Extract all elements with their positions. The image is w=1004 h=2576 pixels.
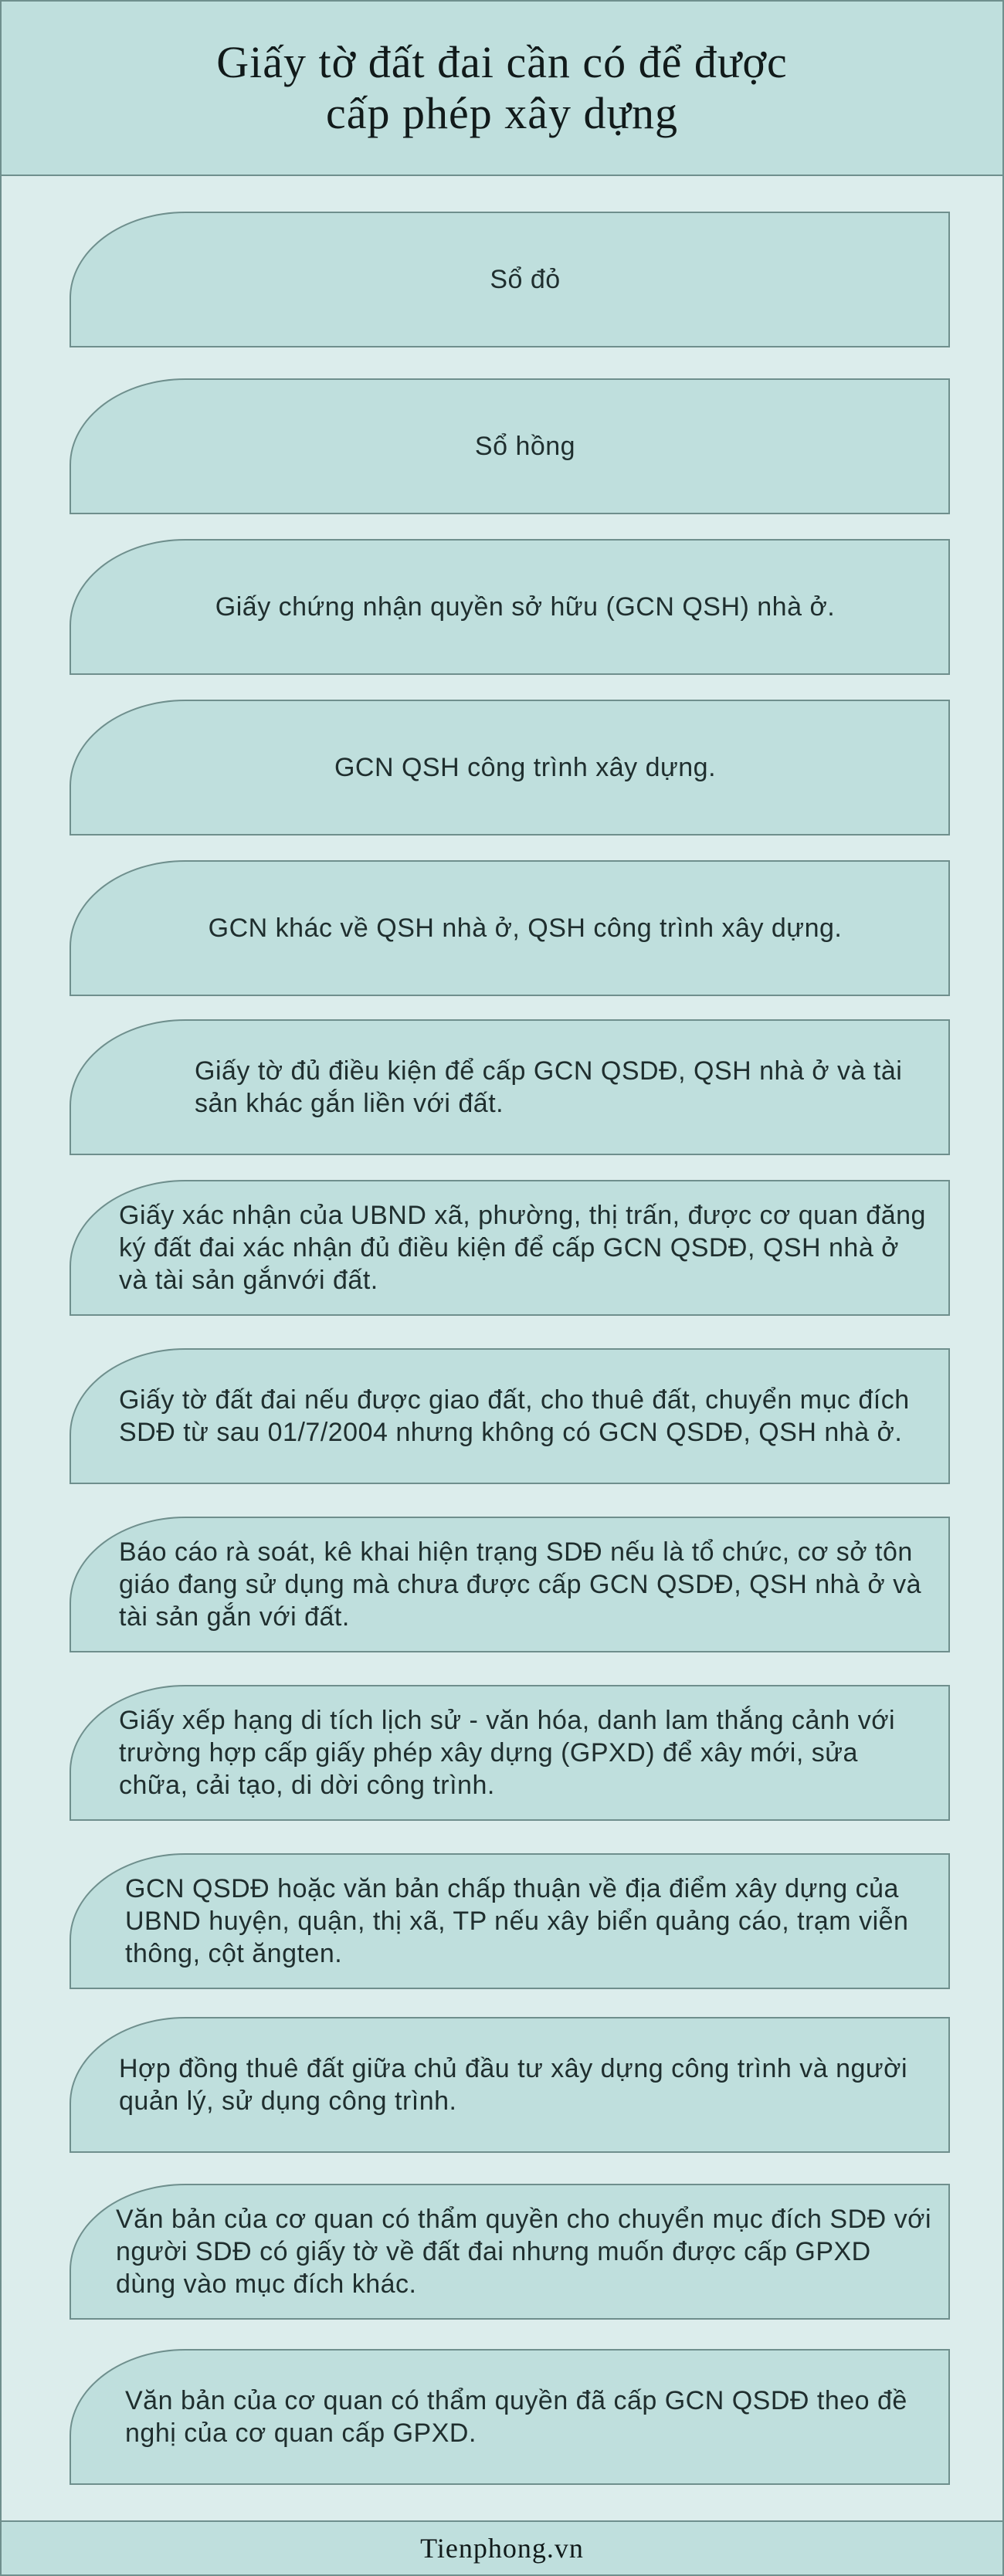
list-item [70,860,950,996]
document-list [2,2,1002,2574]
list-item-text: Sổ hồng [474,432,576,461]
list-item-text: Hợp đồng thuê đất giữa chủ đầu tư xây dựng công trình và người quản lý, sử dụng công trình. [119,2054,908,2116]
list-item-text: Sổ đỏ [490,265,561,294]
list-item-text: GCN QSDĐ hoặc văn bản chấp thuận về địa điểm xây dựng của UBND huyện, quận, thị xã, TP nếu xây biển quảng cáo, trạm viễn thông, cột ăngten. [125,1874,909,1968]
list-item [70,1517,950,1652]
list-item-text: Giấy xếp hạng di tích lịch sử - văn hóa, danh lam thắng cảnh với trường hợp cấp giấy phép xây dựng (GPXD) để xây mới, sửa chữa, cải tạo, di dời công trình. [119,1706,896,1800]
list-item [70,2017,950,2153]
list-item-text: Giấy chứng nhận quyền sở hữu (GCN QSH) nhà ở. [215,592,836,622]
list-item-text: Văn bản của cơ quan có thẩm quyền đã cấp GCN QSDĐ theo đề nghị của cơ quan cấp GPXD. [125,2386,907,2448]
list-item [70,1180,950,1316]
list-item [70,1685,950,1821]
list-item [70,539,950,675]
list-item [70,2184,950,2320]
list-item-text: GCN khác về QSH nhà ở, QSH công trình xây dựng. [208,913,843,943]
title-line-2: cấp phép xây dựng [326,88,678,138]
list-item [70,2349,950,2485]
list-item [70,700,950,836]
list-item [70,378,950,514]
list-item [70,1019,950,1155]
title-line-1: Giấy tờ đất đai cần có để được [216,37,788,87]
list-item-text: Báo cáo rà soát, kê khai hiện trạng SDĐ nếu là tổ chức, cơ sở tôn giáo đang sử dụng mà chưa được cấp GCN QSDĐ, QSH nhà ở và tài sản gắn với đất. [119,1537,922,1632]
list-item [70,1853,950,1989]
list-item [70,1348,950,1484]
list-item [70,212,950,347]
source-credit: Tienphong.vn [420,2533,584,2564]
list-item-text: Văn bản của cơ quan có thẩm quyền cho chuyển mục đích SDĐ với người SDĐ có giấy tờ về đất đai nhưng muốn được cấp GPXD dùng vào mục đích khác. [116,2205,931,2299]
footer [2,2520,1002,2574]
list-item-text: Giấy tờ đủ điều kiện để cấp GCN QSDĐ, QSH nhà ở và tài sản khác gắn liền với đất. [195,1056,903,1118]
list-item-text: Giấy xác nhận của UBND xã, phường, thị trấn, được cơ quan đăng ký đất đai xác nhận đủ điều kiện để cấp GCN QSDĐ, QSH nhà ở và tài sản gắnvới đất. [119,1201,926,1295]
list-item-text: Giấy tờ đất đai nếu được giao đất, cho thuê đất, chuyển mục đích SDĐ từ sau 01/7/2004 nhưng không có GCN QSDĐ, QSH nhà ở. [119,1385,910,1447]
list-item-text: GCN QSH công trình xây dựng. [334,753,717,782]
